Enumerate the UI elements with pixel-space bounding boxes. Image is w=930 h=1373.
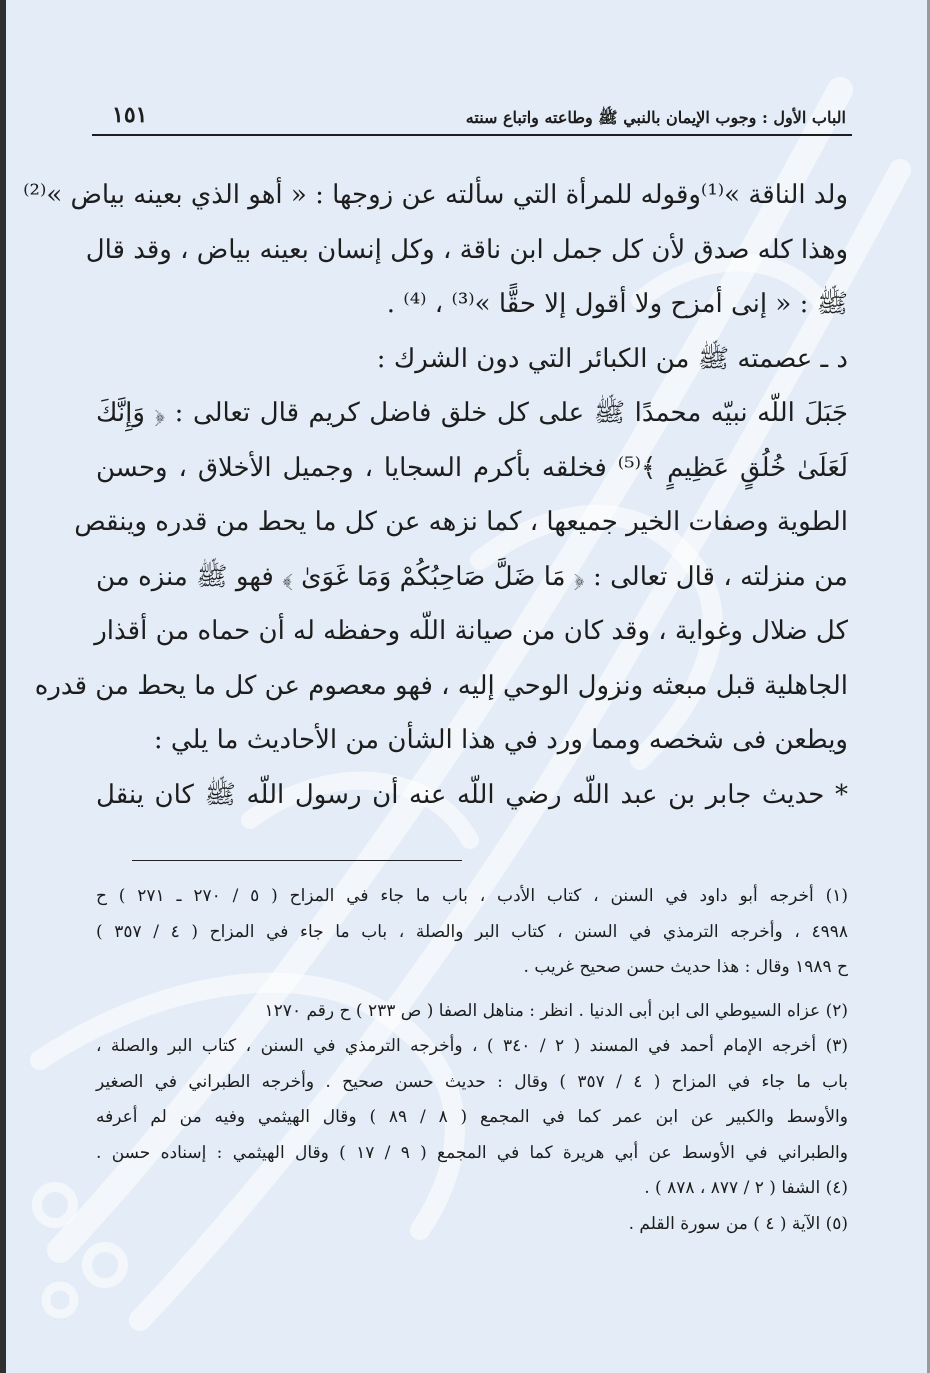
body-line: ويطعن فى شخصه ومما ورد في هذا الشأن من الأحاديث ما يلي : <box>153 725 848 755</box>
body-line: جَبَلَ اللّه نبيّه محمدًا ﷺ على كل خلق فاضل كريم قال تعالى : ﴿ وَإِنَّكَ <box>96 398 848 428</box>
book-page <box>23 100 852 1360</box>
main-text <box>23 168 852 822</box>
footnotes <box>92 879 852 1242</box>
footnote-line: (٢) عزاه السيوطي الى ابن أبى الدنيا . انظر : مناهل الصفا ( ص ٢٣٣ ) ح رقم ١٢٧٠ <box>264 1000 848 1021</box>
footnote-line: ٤٩٩٨ ، وأخرجه الترمذي في السنن ، كتاب البر والصلة ، باب ما جاء في المزاح ( ٤ / ٣٥٧ ) <box>96 921 848 942</box>
footnote-line: ح ١٩٨٩ وقال : هذا حديث حسن صحيح غريب . <box>523 957 848 977</box>
footnote-line: (٤) الشفا ( ٢ / ٨٧٧ ، ٨٧٨ ) . <box>644 1178 848 1198</box>
body-line: الجاهلية قبل مبعثه ونزول الوحي إليه ، فهو معصوم عن كل ما يحط من قدره <box>34 670 848 701</box>
footnote-line: باب ما جاء في المزاح ( ٤ / ٣٥٧ ) وقال : حديث حسن صحيح . وأخرجه الطبراني في الصغير <box>96 1071 848 1092</box>
footnote-line: (٥) الآية ( ٤ ) من سورة القلم . <box>628 1213 848 1234</box>
body-line: كل ضلال وغواية ، وقد كان من صيانة اللّه وحفظه له أن حماه من أقذار <box>94 616 848 646</box>
body-line: وهذا كله صدق لأن كل جمل ابن ناقة ، وكل إنسان بعينه بياض ، وقد قال <box>85 234 848 265</box>
section-heading: د ـ عصمته ﷺ من الكبائر التي دون الشرك : <box>376 343 848 374</box>
body-line: ﷺ : « إنى أمزح ولا أقول إلا حقًّا »⁽³⁾ ، ⁽⁴⁾ . <box>386 289 848 319</box>
body-line: الطوية وصفات الخير جميعها ، كما نزهه عن كل ما يحط من قدره وينقص <box>74 507 848 537</box>
footnote-separator <box>132 860 462 861</box>
scan-left-edge <box>0 0 6 1373</box>
running-header <box>92 100 852 136</box>
body-line: * حديث جابر بن عبد اللّه رضي اللّه عنه أن رسول اللّه ﷺ كان ينقل <box>96 779 848 810</box>
footnote-line: والأوسط والكبير عن ابن عمر كما في المجمع ( ٨ / ٨٩ ) وقال الهيثمي وفيه من لم أعرفه <box>96 1107 848 1127</box>
footnote-line: (٣) أخرجه الإمام أحمد في المسند ( ٢ / ٣٤٠ ) ، وأخرجه الترمذي في السنن ، كتاب البر والصلة ، <box>96 1036 849 1056</box>
page-number: ١٥١ <box>112 102 148 128</box>
footnote-line: (١) أخرجه أبو داود في السنن ، كتاب الأدب ، باب ما جاء في المزاح ( ٥ / ٢٧٠ ـ ٢٧١ ) ح <box>96 886 848 906</box>
body-line: ولد الناقة »⁽¹⁾وقوله للمرأة التي سألته عن زوجها : « أهو الذي بعينه بياض »⁽²⁾ <box>23 180 848 210</box>
footnote-line: والطبراني في الأوسط عن أبي هريرة كما في المجمع ( ٩ / ١٧ ) وقال الهيثمي : إسناده حسن . <box>96 1142 848 1163</box>
chapter-title: الباب الأول : وجوب الإيمان بالنبي ﷺ وطاعته واتباع سنته <box>465 108 846 127</box>
body-line: لَعَلَىٰ خُلُقٍ عَظِيمٍ ﴾⁽⁵⁾ فخلقه بأكرم السجايا ، وجميل الأخلاق ، وحسن <box>96 452 848 483</box>
body-line: من منزلته ، قال تعالى : ﴿ مَا ضَلَّ صَاحِبُكُمْ وَمَا غَوَىٰ ﴾ فهو ﷺ منزه من <box>96 561 848 592</box>
